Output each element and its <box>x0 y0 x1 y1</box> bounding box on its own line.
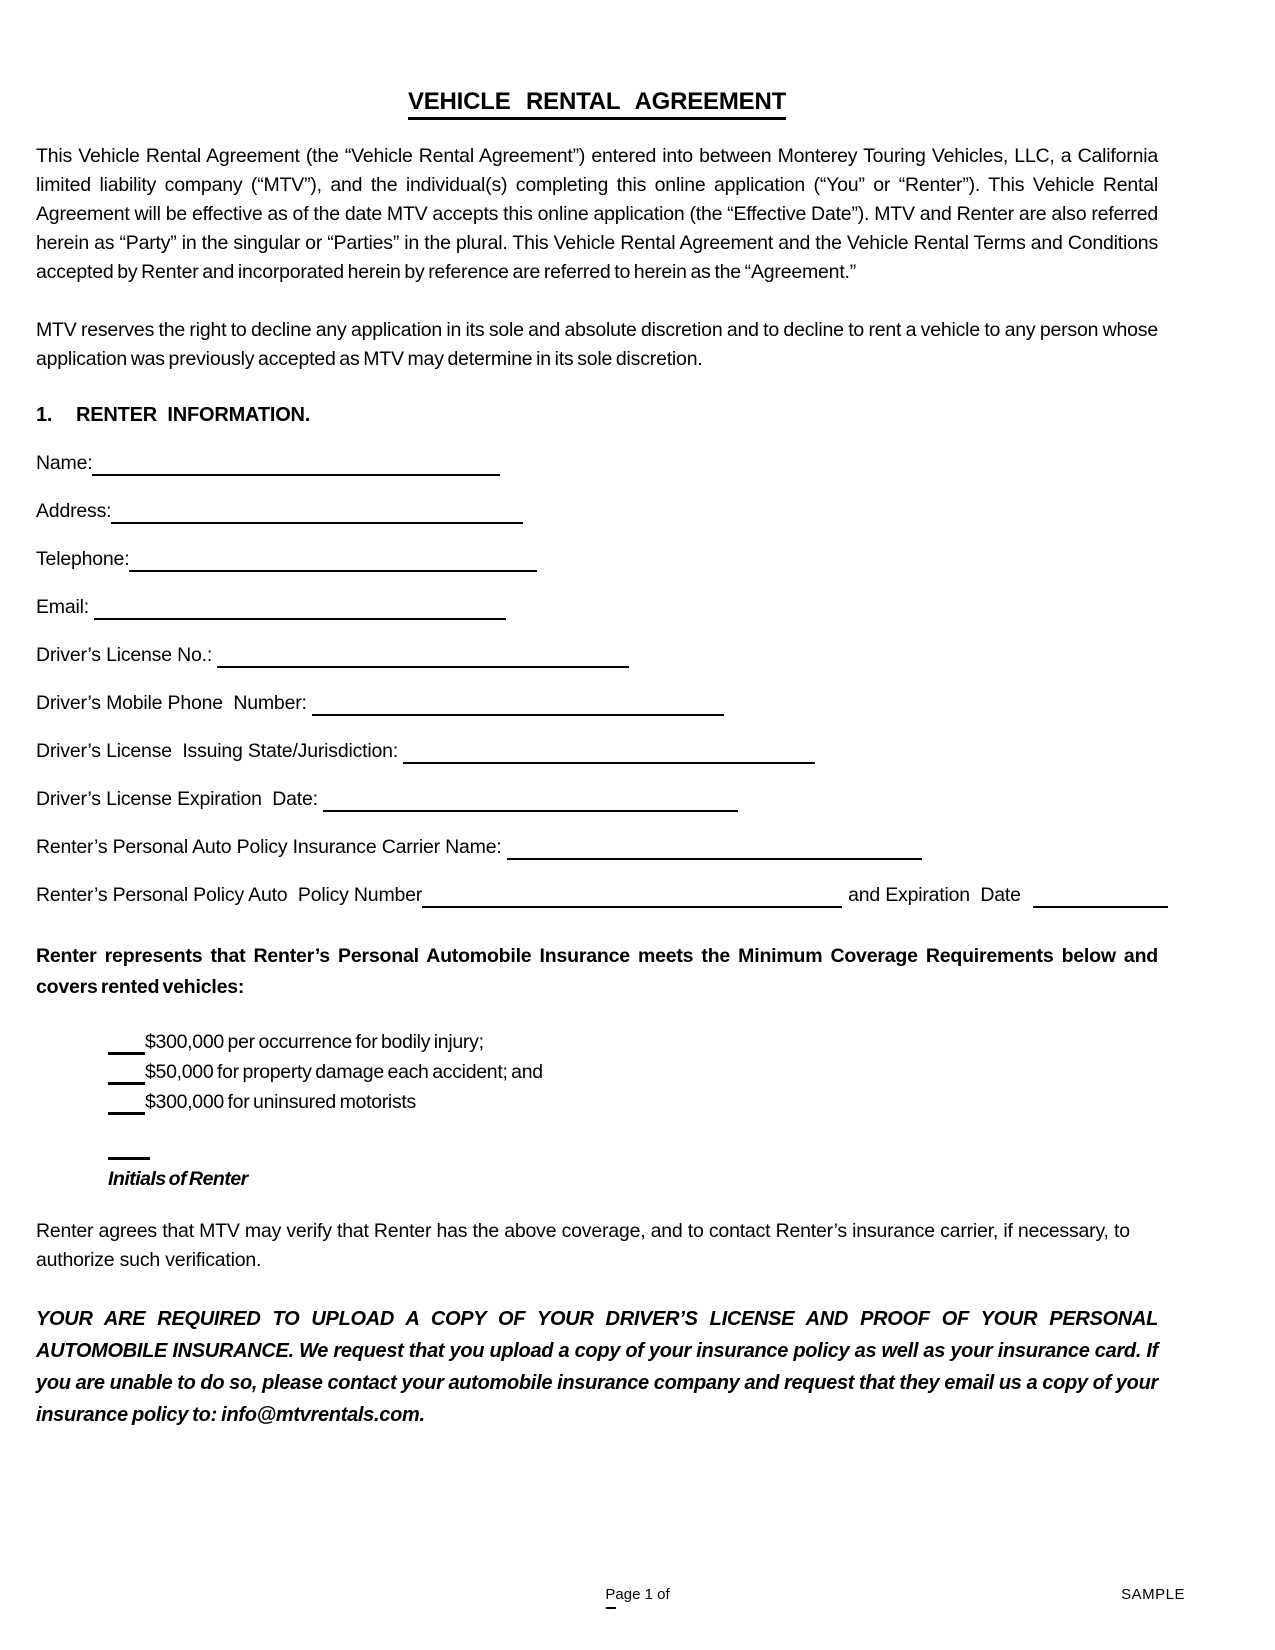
insurance-carrier-name-input-blank[interactable] <box>507 832 922 860</box>
field-row-policy-number <box>36 871 1158 919</box>
license-expiration-date-input-blank[interactable] <box>323 784 738 812</box>
policy-expiration-date-label: and Expiration Date <box>848 884 1021 906</box>
section-number: 1. <box>36 404 53 426</box>
field-row-name <box>36 439 1158 487</box>
cutoff-character <box>605 1607 615 1609</box>
field-row-drivers-license-no <box>36 631 1158 679</box>
page-title-text: VEHICLE RENTAL AGREEMENT <box>408 88 786 120</box>
coverage-bodily-injury-initial-blank[interactable] <box>108 1034 145 1055</box>
field-row-license-expiration-date <box>36 775 1158 823</box>
page-title <box>36 88 1158 116</box>
drivers-mobile-phone-label: Driver’s Mobile Phone Number: <box>36 692 312 714</box>
coverage-property-damage-initial-blank[interactable] <box>108 1064 145 1085</box>
name-input-blank[interactable] <box>92 448 500 476</box>
renter-information-form <box>36 439 1158 919</box>
field-row-insurance-carrier-name <box>36 823 1158 871</box>
name-label: Name: <box>36 452 93 474</box>
upload-requirement-notice: YOUR ARE REQUIRED TO UPLOAD A COPY OF YOUR DRIVER’S LICENSE AND PROOF OF YOUR PERSONAL AUTOMOBILE INSURANCE. We request that you upload a copy of your insurance policy as well as your insurance card. If you are unable to do so, please contact your automobile insurance company and request that they email us a copy of your insurance policy to: info@mtvrentals.com. <box>36 1308 1158 1426</box>
coverage-item-uninsured-motorists <box>36 1087 1158 1117</box>
coverage-property-damage-text: $50,000 for property damage each accident; and <box>145 1061 543 1083</box>
policy-number-input-blank[interactable] <box>422 880 842 908</box>
document-content <box>36 0 1158 1431</box>
policy-expiration-date-input-blank[interactable] <box>1033 880 1168 908</box>
license-expiration-date-label: Driver’s License Expiration Date: <box>36 788 324 810</box>
telephone-label: Telephone: <box>36 548 130 570</box>
drivers-license-no-label: Driver’s License No.: <box>36 644 218 666</box>
intro-paragraph: This Vehicle Rental Agreement (the “Vehicle Rental Agreement”) entered into between Monterey Touring Vehicles, LLC, a California limited liability company (“MTV”), and the individual(s) completing this online application (“You” or “Renter”). This Vehicle Rental Agreement will be effective as of the date MTV accepts this online application (the “Effective Date”). MTV and Renter are also referred herein as “Party” in the singular or “Parties” in the plural. This Vehicle Rental Agreement and the Vehicle Rental Terms and Conditions accepted by Renter and incorporated herein by reference are referred to herein as the “Agreement.” <box>36 145 1158 283</box>
license-issuing-state-input-blank[interactable] <box>403 736 815 764</box>
coverage-bodily-injury-text: $300,000 per occurrence for bodily injury; <box>145 1031 484 1053</box>
section-heading-renter-information <box>36 404 1158 427</box>
coverage-uninsured-motorists-initial-blank[interactable] <box>108 1094 145 1115</box>
license-issuing-state-label: Driver’s License Issuing State/Jurisdiction: <box>36 740 404 762</box>
sample-watermark: SAMPLE <box>1121 1586 1185 1603</box>
initials-of-renter-label: Initials of Renter <box>108 1168 248 1190</box>
page-number-label: Page 1 of <box>605 1586 670 1603</box>
coverage-checklist <box>36 1027 1158 1117</box>
insurance-carrier-name-label: Renter’s Personal Auto Policy Insurance Carrier Name: <box>36 836 507 858</box>
telephone-input-blank[interactable] <box>129 544 537 572</box>
coverage-requirements-intro: Renter represents that Renter’s Personal Automobile Insurance meets the Minimum Coverage Requirements below and covers rented vehicles: <box>36 945 1158 998</box>
address-input-blank[interactable] <box>111 496 523 524</box>
drivers-mobile-phone-input-blank[interactable] <box>312 688 724 716</box>
field-row-license-issuing-state <box>36 727 1158 775</box>
policy-number-label: Renter’s Personal Policy Auto Policy Number <box>36 884 423 906</box>
field-row-address <box>36 487 1158 535</box>
field-row-drivers-mobile-phone <box>36 679 1158 727</box>
verification-paragraph: Renter agrees that MTV may verify that Renter has the above coverage, and to contact Renter’s insurance carrier, if necessary, to authorize such verification. <box>36 1220 1130 1271</box>
page-number <box>605 1586 669 1609</box>
address-label: Address: <box>36 500 112 522</box>
email-input-blank[interactable] <box>94 592 506 620</box>
coverage-item-bodily-injury <box>36 1027 1158 1057</box>
section-title: RENTER INFORMATION. <box>76 404 311 426</box>
coverage-uninsured-motorists-text: $300,000 for uninsured motorists <box>145 1091 416 1113</box>
discretion-paragraph: MTV reserves the right to decline any application in its sole and absolute discretion and to decline to rent a vehicle to any person whose application was previously accepted as MTV may determine in its sole discretion. <box>36 319 1158 370</box>
drivers-license-no-input-blank[interactable] <box>217 640 629 668</box>
field-row-email <box>36 583 1158 631</box>
initials-block <box>36 1139 1158 1191</box>
field-row-telephone <box>36 535 1158 583</box>
coverage-item-property-damage <box>36 1057 1158 1087</box>
renter-initials-input-blank[interactable] <box>108 1139 150 1160</box>
email-label: Email: <box>36 596 95 618</box>
